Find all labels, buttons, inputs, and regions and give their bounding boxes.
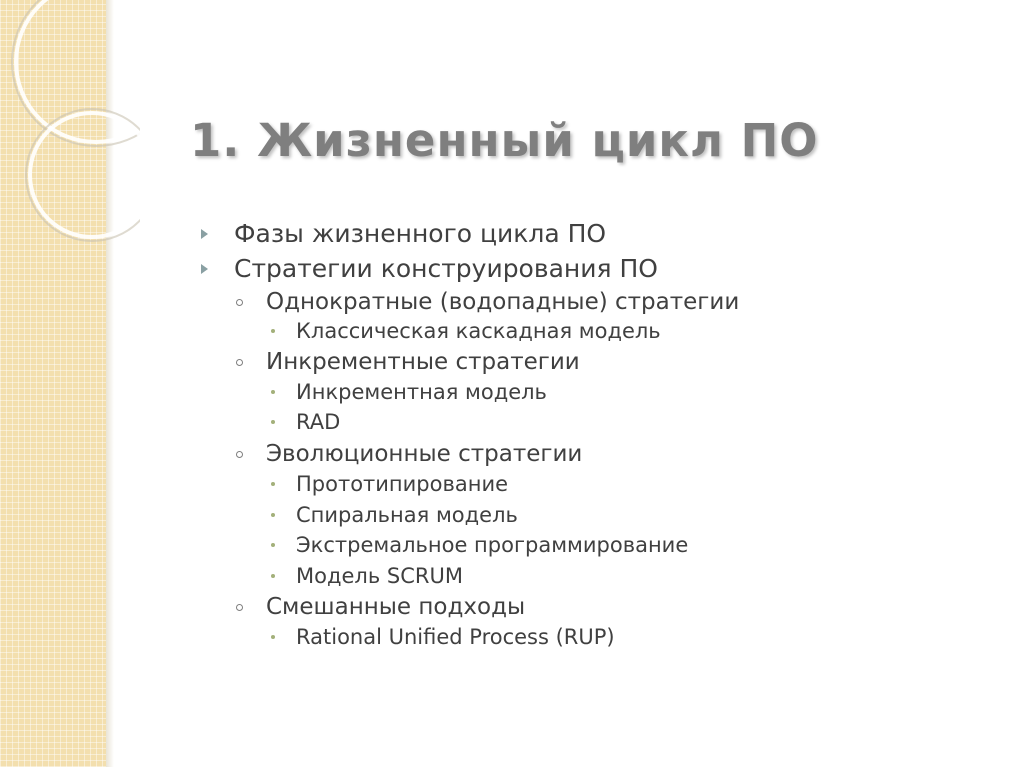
bullet-item-level2 <box>266 349 580 375</box>
decorative-ring-small <box>30 113 140 237</box>
bullet-item-level3 <box>296 503 518 527</box>
bullet-text: Инкрементные стратегии <box>266 349 580 375</box>
bullet-text: Прототипирование <box>296 472 509 496</box>
dot-bullet-icon <box>271 513 275 517</box>
bullet-item-level1 <box>234 219 606 248</box>
bullet-item-level2 <box>266 441 582 467</box>
bullet-item-level3 <box>296 319 661 343</box>
decorative-circles <box>0 0 140 260</box>
bullet-text: Стратегии конструирования ПО <box>234 254 658 283</box>
bullet-text: Модель SCRUM <box>296 564 463 588</box>
bullet-text: Экстремальное программирование <box>296 533 689 557</box>
bullet-text: Спиральная модель <box>296 503 518 527</box>
bullet-text: Инкрементная модель <box>296 380 547 404</box>
bullet-item-level3 <box>296 410 340 434</box>
bullet-text: Классическая каскадная модель <box>296 319 661 343</box>
bullet-text: Rational Unified Process (RUP) <box>296 625 615 649</box>
dot-bullet-icon <box>271 482 275 486</box>
bullet-item-level2 <box>266 594 525 620</box>
bullet-item-level3 <box>296 472 508 496</box>
dot-bullet-icon <box>271 635 275 639</box>
circle-bullet-icon <box>236 451 243 458</box>
dot-bullet-icon <box>271 420 275 424</box>
bullet-text: RAD <box>296 410 341 434</box>
bullet-text: Однократные (водопадные) стратегии <box>266 289 740 315</box>
slide-title: 1. Жизненный цикл ПО <box>190 114 819 167</box>
bullet-text: Смешанные подходы <box>266 594 526 620</box>
bullet-text: Эволюционные стратегии <box>266 441 583 467</box>
decorative-ring-small-shade <box>26 109 140 241</box>
bullet-item-level3 <box>296 533 688 557</box>
dot-bullet-icon <box>271 543 275 547</box>
dot-bullet-icon <box>271 574 275 578</box>
bullet-text: Фазы жизненного цикла ПО <box>234 219 607 248</box>
circle-bullet-icon <box>236 359 243 366</box>
circle-bullet-icon <box>236 299 243 306</box>
dot-bullet-icon <box>271 390 275 394</box>
decorative-ring-large-shade <box>12 0 140 146</box>
bullet-item-level3 <box>296 380 547 404</box>
dot-bullet-icon <box>271 329 275 333</box>
bullet-item-level3 <box>296 625 615 649</box>
arrow-bullet-icon <box>201 264 208 274</box>
bullet-item-level1 <box>234 254 658 283</box>
arrow-bullet-icon <box>201 229 208 239</box>
bullet-item-level2 <box>266 289 739 315</box>
bullet-item-level3 <box>296 564 463 588</box>
circle-bullet-icon <box>236 604 243 611</box>
